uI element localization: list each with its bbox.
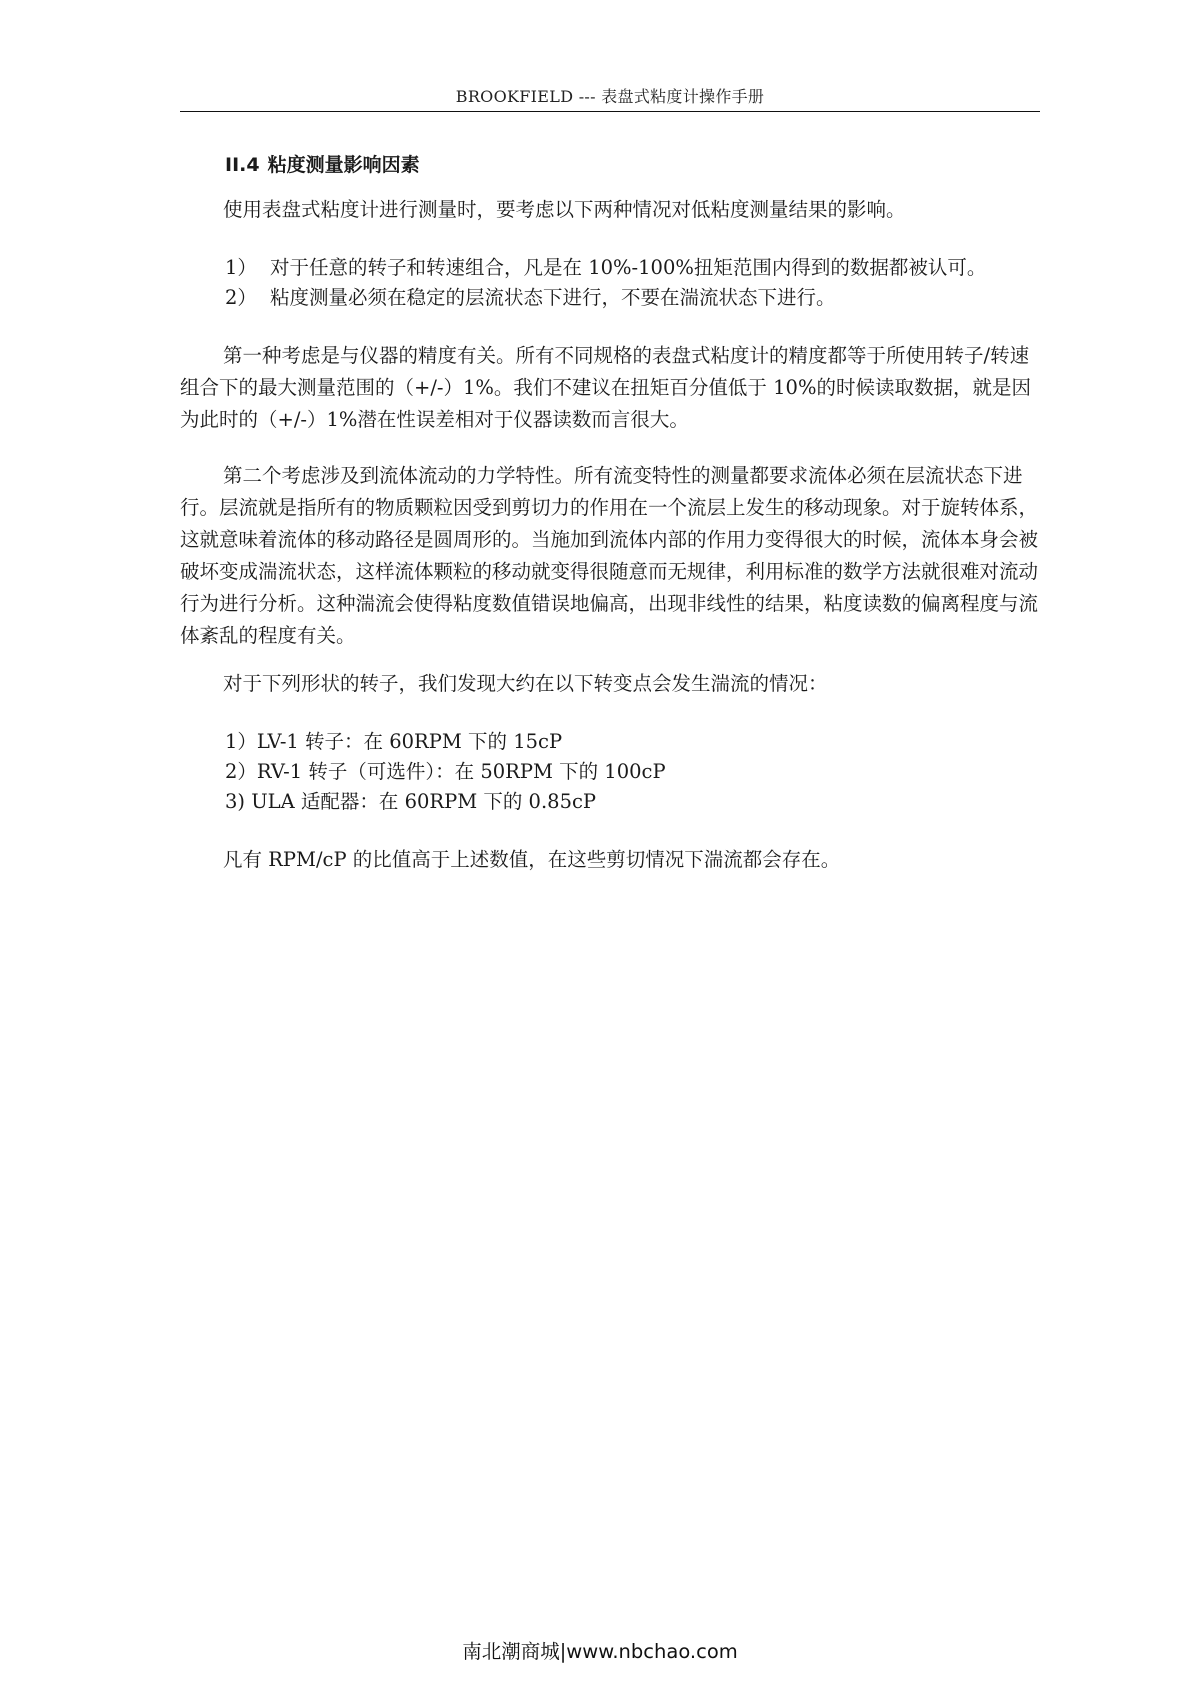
condition-text-1: 对于任意的转子和转速组合，凡是在 10%-100%扭矩范围内得到的数据都被认可。	[270, 256, 987, 279]
running-header: BROOKFIELD --- 表盘式粘度计操作手册	[455, 87, 765, 106]
laminar-flow-paragraph: 第二个考虑涉及到流体流动的力学特性。所有流变特性的测量都要求流体必须在层流状态下进行。层流就是指所有的物质颗粒因受到剪切力的作用在一个流层上发生的移动现象。对于旋转体系，这就意味着流体的移动路径是圆周形的。当施加到流体内部的作用力变得很大的时候，流体本身会被破坏变成湍流状态，这样流体颗粒的移动就变得很随意而无规律，利用标准的数学方法就很难对流动行为进行分析。这种湍流会使得粘度数值错误地偏高，出现非线性的结果，粘度读数的偏离程度与流体紊乱的程度有关。	[180, 464, 1039, 647]
accuracy-paragraph: 第一种考虑是与仪器的精度有关。所有不同规格的表盘式粘度计的精度都等于所使用转子/转速组合下的最大测量范围的（+/-）1%。我们不建议在扭矩百分值低于 10%的时候读取数据，就是因为此时的（+/-）1%潜在性误差相对于仪器读数而言很大。	[180, 344, 1031, 431]
intro-paragraph: 使用表盘式粘度计进行测量时，要考虑以下两种情况对低粘度测量结果的影响。	[223, 198, 906, 221]
conclusion-paragraph: 凡有 RPM/cP 的比值高于上述数值，在这些剪切情况下湍流都会存在。	[223, 848, 841, 871]
condition-text-2: 粘度测量必须在稳定的层流状态下进行，不要在湍流状态下进行。	[270, 286, 836, 309]
section-heading	[225, 150, 420, 177]
spindle-item-3: 3) ULA 适配器：在 60RPM 下的 0.85cP	[225, 790, 597, 813]
section-title: 粘度测量影响因素	[267, 154, 420, 176]
header-rule	[180, 111, 1040, 112]
spindle-item-2: 2）RV-1 转子（可选件）：在 50RPM 下的 100cP	[225, 760, 666, 783]
condition-marker-2: 2）	[225, 286, 257, 309]
spindle-item-1: 1）LV-1 转子：在 60RPM 下的 15cP	[225, 730, 563, 753]
condition-marker-1: 1）	[225, 256, 257, 279]
turbulence-intro: 对于下列形状的转子，我们发现大约在以下转变点会发生湍流的情况：	[223, 672, 828, 695]
section-number: II.4	[225, 154, 260, 176]
footer-watermark: 南北潮商城|www.nbchao.com	[462, 1640, 738, 1663]
